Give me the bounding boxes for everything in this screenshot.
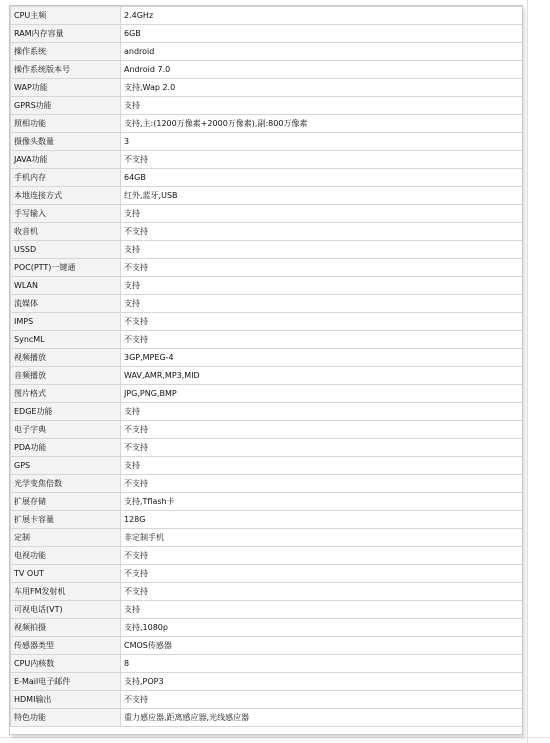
spec-value: 不支持 xyxy=(121,421,523,439)
spec-key: 视频播放 xyxy=(11,349,121,367)
table-row xyxy=(11,79,523,97)
spec-key: GPS xyxy=(11,457,121,475)
spec-key: CPU内核数 xyxy=(11,655,121,673)
spec-value: 64GB xyxy=(121,169,523,187)
table-row xyxy=(11,61,523,79)
spec-key: 电子字典 xyxy=(11,421,121,439)
table-row xyxy=(11,673,523,691)
table-row xyxy=(11,133,523,151)
spec-value: JPG,PNG,BMP xyxy=(121,385,523,403)
spec-key: JAVA功能 xyxy=(11,151,121,169)
spec-key: 手机内存 xyxy=(11,169,121,187)
spec-value: 重力感应器,距离感应器,光线感应器 xyxy=(121,709,523,727)
spec-value: 3 xyxy=(121,133,523,151)
spec-key: 传感器类型 xyxy=(11,637,121,655)
table-row xyxy=(11,187,523,205)
spec-key: E-Mail电子邮件 xyxy=(11,673,121,691)
spec-value: 支持 xyxy=(121,457,523,475)
page-bottom-rule xyxy=(0,737,550,738)
spec-key: 图片格式 xyxy=(11,385,121,403)
spec-key: TV OUT xyxy=(11,565,121,583)
spec-key: 电视功能 xyxy=(11,547,121,565)
page-side-rule xyxy=(527,0,528,743)
spec-value: 8 xyxy=(121,655,523,673)
table-row xyxy=(11,43,523,61)
spec-value: android xyxy=(121,43,523,61)
spec-key: 流媒体 xyxy=(11,295,121,313)
spec-value: Android 7.0 xyxy=(121,61,523,79)
spec-value: 支持,Tflash卡 xyxy=(121,493,523,511)
spec-value: 不支持 xyxy=(121,223,523,241)
table-row xyxy=(11,547,523,565)
spec-value: 支持 xyxy=(121,601,523,619)
spec-value: 红外,蓝牙,USB xyxy=(121,187,523,205)
spec-value: 支持,主:(1200万像素+2000万像素),副:800万像素 xyxy=(121,115,523,133)
table-row xyxy=(11,367,523,385)
spec-value: 支持 xyxy=(121,277,523,295)
table-row xyxy=(11,313,523,331)
spec-key: 定制 xyxy=(11,529,121,547)
spec-key: 可视电话(VT) xyxy=(11,601,121,619)
spec-key: USSD xyxy=(11,241,121,259)
spec-key: 扩展卡容量 xyxy=(11,511,121,529)
spec-value: 支持 xyxy=(121,97,523,115)
spec-key: WAP功能 xyxy=(11,79,121,97)
spec-key: 特色功能 xyxy=(11,709,121,727)
spec-value: 不支持 xyxy=(121,313,523,331)
table-row xyxy=(11,259,523,277)
table-row xyxy=(11,7,523,25)
table-row xyxy=(11,385,523,403)
table-row xyxy=(11,529,523,547)
spec-value: 不支持 xyxy=(121,547,523,565)
spec-key: 操作系统 xyxy=(11,43,121,61)
table-row xyxy=(11,457,523,475)
table-row xyxy=(11,493,523,511)
table-row xyxy=(11,403,523,421)
spec-key: 手写输入 xyxy=(11,205,121,223)
spec-value: 支持 xyxy=(121,295,523,313)
spec-table-body xyxy=(11,7,523,727)
table-row xyxy=(11,691,523,709)
table-row xyxy=(11,709,523,727)
spec-key: 扩展存储 xyxy=(11,493,121,511)
spec-value: 支持 xyxy=(121,205,523,223)
spec-value: 不支持 xyxy=(121,439,523,457)
table-row xyxy=(11,637,523,655)
table-row xyxy=(11,439,523,457)
spec-value: 支持,POP3 xyxy=(121,673,523,691)
spec-value: 支持,1080p xyxy=(121,619,523,637)
table-row xyxy=(11,295,523,313)
spec-key: 摄像头数量 xyxy=(11,133,121,151)
spec-key: 照相功能 xyxy=(11,115,121,133)
spec-value: 不支持 xyxy=(121,475,523,493)
spec-value: 2.4GHz xyxy=(121,7,523,25)
spec-value: 不支持 xyxy=(121,691,523,709)
table-row xyxy=(11,619,523,637)
spec-value: 支持,Wap 2.0 xyxy=(121,79,523,97)
table-row xyxy=(11,25,523,43)
table-row xyxy=(11,655,523,673)
spec-value: 不支持 xyxy=(121,331,523,349)
table-row xyxy=(11,223,523,241)
spec-key: 车用FM发射机 xyxy=(11,583,121,601)
table-row xyxy=(11,151,523,169)
spec-key: CPU主频 xyxy=(11,7,121,25)
table-row xyxy=(11,205,523,223)
spec-key: 光学变焦倍数 xyxy=(11,475,121,493)
spec-key: 本地连接方式 xyxy=(11,187,121,205)
table-row xyxy=(11,583,523,601)
spec-key: EDGE功能 xyxy=(11,403,121,421)
spec-value: 3GP,MPEG-4 xyxy=(121,349,523,367)
table-row xyxy=(11,241,523,259)
table-row xyxy=(11,349,523,367)
spec-key: RAM内存容量 xyxy=(11,25,121,43)
spec-value: 非定制手机 xyxy=(121,529,523,547)
spec-value: 6GB xyxy=(121,25,523,43)
spec-key: 操作系统版本号 xyxy=(11,61,121,79)
table-row xyxy=(11,475,523,493)
table-row xyxy=(11,331,523,349)
spec-value: 128G xyxy=(121,511,523,529)
table-row xyxy=(11,565,523,583)
table-row xyxy=(11,421,523,439)
spec-value: 不支持 xyxy=(121,151,523,169)
spec-key: IMPS xyxy=(11,313,121,331)
spec-value: CMOS传感器 xyxy=(121,637,523,655)
spec-key: WLAN xyxy=(11,277,121,295)
spec-key: GPRS功能 xyxy=(11,97,121,115)
table-row xyxy=(11,277,523,295)
table-row xyxy=(11,97,523,115)
table-row xyxy=(11,511,523,529)
spec-key: 音频播放 xyxy=(11,367,121,385)
table-row xyxy=(11,169,523,187)
spec-table xyxy=(10,6,523,727)
spec-key: POC(PTT)一键通 xyxy=(11,259,121,277)
spec-value: WAV,AMR,MP3,MID xyxy=(121,367,523,385)
spec-key: PDA功能 xyxy=(11,439,121,457)
spec-key: SyncML xyxy=(11,331,121,349)
spec-value: 不支持 xyxy=(121,259,523,277)
spec-key: 收音机 xyxy=(11,223,121,241)
table-row xyxy=(11,601,523,619)
spec-value: 支持 xyxy=(121,241,523,259)
table-row xyxy=(11,115,523,133)
spec-key: 视频拍摄 xyxy=(11,619,121,637)
spec-table-panel xyxy=(9,5,523,735)
spec-value: 不支持 xyxy=(121,583,523,601)
spec-key: HDMI输出 xyxy=(11,691,121,709)
spec-value: 支持 xyxy=(121,403,523,421)
spec-value: 不支持 xyxy=(121,565,523,583)
